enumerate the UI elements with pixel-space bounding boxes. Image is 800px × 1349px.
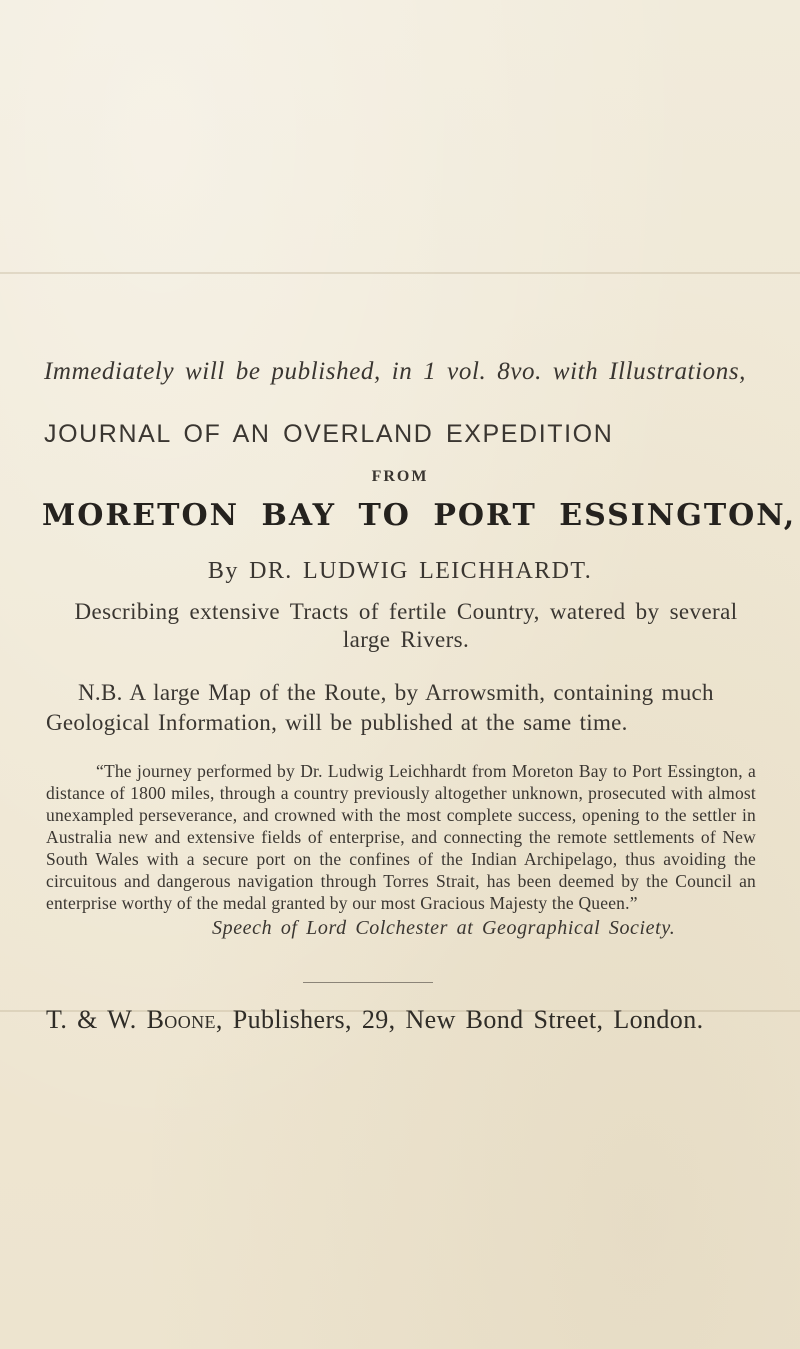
book-title: JOURNAL OF AN OVERLAND EXPEDITION (44, 420, 614, 448)
map-note: N.B. A large Map of the Route, by Arrowsmith, containing much Geological Information, will be published at the same time. (46, 680, 714, 735)
quote-attribution: Speech of Lord Colchester at Geographical Society. (212, 917, 676, 939)
route-heading: MORETON BAY TO PORT ESSINGTON, (42, 498, 797, 533)
publisher-prefix: T. & W. (46, 1005, 147, 1034)
author-line: By DR. LUDWIG LEICHHARDT. (207, 558, 593, 584)
publisher-imprint (46, 1005, 766, 1035)
paper-fold-line (0, 272, 800, 274)
publisher-address: , Publishers, 29, New Bond Street, London. (215, 1005, 704, 1034)
review-quote: “The journey performed by Dr. Ludwig Leichhardt from Moreton Bay to Port Essington, a distance of 1800 miles, through a country previously altogether unknown, prosecuted with almost unexampled perseverance, and crowned with the most complete success, opening to the settler in Australia new and extensive fields of enterprise, and connecting the remote settlements of New South Wales with a secure port on the confines of the Indian Archipelago, thus avoiding the circuitous and dangerous navigation through Torres Strait, has been deemed by the Council an enterprise worthy of the medal granted by our most Gracious Majesty the Queen.” (46, 761, 756, 913)
announcement-text: Immediately will be published, in 1 vol. 8vo. with Illustrations, (44, 358, 747, 385)
publisher-name: Boone (146, 1005, 216, 1034)
description-text: Describing extensive Tracts of fertile Country, watered by several large Rivers. (74, 599, 738, 652)
divider-rule (303, 982, 433, 983)
from-label: FROM (371, 468, 429, 485)
